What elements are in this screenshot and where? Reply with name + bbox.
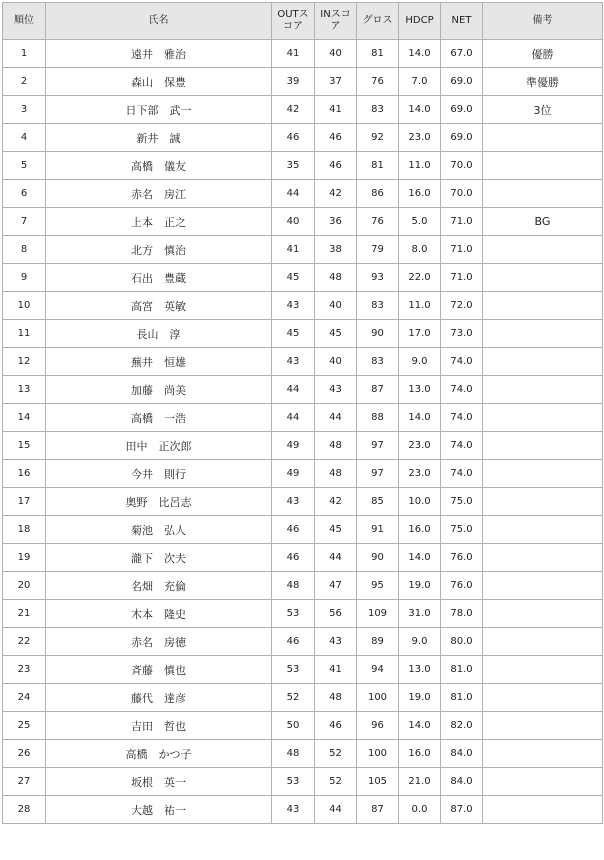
- note-cell: 準優勝: [483, 68, 603, 96]
- net-cell: 74.0: [441, 460, 483, 488]
- in-score-cell: 48: [315, 432, 357, 460]
- gross-cell: 93: [357, 264, 399, 292]
- table-row: [3, 348, 603, 376]
- out-score-cell: 43: [272, 348, 315, 376]
- out-score-cell: 52: [272, 684, 315, 712]
- in-score-cell: 48: [315, 684, 357, 712]
- out-score-cell: 35: [272, 152, 315, 180]
- hdcp-cell: 16.0: [399, 516, 441, 544]
- out-score-cell: 53: [272, 600, 315, 628]
- in-score-cell: 42: [315, 488, 357, 516]
- hdcp-cell: 14.0: [399, 40, 441, 68]
- note-cell: [483, 236, 603, 264]
- table-row: [3, 236, 603, 264]
- gross-cell: 96: [357, 712, 399, 740]
- in-score-cell: 37: [315, 68, 357, 96]
- in-score-cell: 41: [315, 96, 357, 124]
- rank-cell: 8: [3, 236, 46, 264]
- gross-cell: 83: [357, 292, 399, 320]
- out-score-cell: 46: [272, 124, 315, 152]
- gross-cell: 90: [357, 544, 399, 572]
- note-cell: [483, 180, 603, 208]
- gross-cell: 85: [357, 488, 399, 516]
- note-cell: [483, 292, 603, 320]
- rank-cell: 28: [3, 796, 46, 824]
- header-in: INスコア: [315, 3, 357, 40]
- in-score-cell: 52: [315, 768, 357, 796]
- note-cell: [483, 488, 603, 516]
- gross-cell: 86: [357, 180, 399, 208]
- table-row: [3, 684, 603, 712]
- table-row: [3, 40, 603, 68]
- in-score-cell: 56: [315, 600, 357, 628]
- name-cell: 高橋 儀友: [46, 152, 272, 180]
- table-row: [3, 572, 603, 600]
- name-cell: 赤名 房江: [46, 180, 272, 208]
- header-hdcp: HDCP: [399, 3, 441, 40]
- hdcp-cell: 23.0: [399, 460, 441, 488]
- net-cell: 75.0: [441, 516, 483, 544]
- out-score-cell: 44: [272, 376, 315, 404]
- rank-cell: 10: [3, 292, 46, 320]
- name-cell: 森山 保豊: [46, 68, 272, 96]
- in-score-cell: 42: [315, 180, 357, 208]
- rank-cell: 18: [3, 516, 46, 544]
- note-cell: [483, 348, 603, 376]
- hdcp-cell: 16.0: [399, 740, 441, 768]
- gross-cell: 83: [357, 348, 399, 376]
- out-score-cell: 53: [272, 656, 315, 684]
- hdcp-cell: 19.0: [399, 684, 441, 712]
- out-score-cell: 46: [272, 516, 315, 544]
- in-score-cell: 43: [315, 628, 357, 656]
- in-score-cell: 45: [315, 516, 357, 544]
- table-row: [3, 796, 603, 824]
- name-cell: 高宮 英敏: [46, 292, 272, 320]
- table-row: [3, 124, 603, 152]
- rank-cell: 27: [3, 768, 46, 796]
- net-cell: 74.0: [441, 348, 483, 376]
- in-score-cell: 40: [315, 40, 357, 68]
- table-row: [3, 460, 603, 488]
- hdcp-cell: 0.0: [399, 796, 441, 824]
- hdcp-cell: 8.0: [399, 236, 441, 264]
- in-score-cell: 41: [315, 656, 357, 684]
- gross-cell: 94: [357, 656, 399, 684]
- gross-cell: 79: [357, 236, 399, 264]
- in-score-cell: 38: [315, 236, 357, 264]
- in-score-cell: 52: [315, 740, 357, 768]
- table-row: [3, 320, 603, 348]
- net-cell: 75.0: [441, 488, 483, 516]
- hdcp-cell: 23.0: [399, 432, 441, 460]
- net-cell: 81.0: [441, 656, 483, 684]
- rank-cell: 16: [3, 460, 46, 488]
- name-cell: 名畑 充倫: [46, 572, 272, 600]
- table-row: [3, 180, 603, 208]
- name-cell: 高橋 かつ子: [46, 740, 272, 768]
- net-cell: 69.0: [441, 96, 483, 124]
- name-cell: 奥野 比呂志: [46, 488, 272, 516]
- net-cell: 87.0: [441, 796, 483, 824]
- rank-cell: 17: [3, 488, 46, 516]
- net-cell: 71.0: [441, 208, 483, 236]
- gross-cell: 81: [357, 40, 399, 68]
- gross-cell: 88: [357, 404, 399, 432]
- name-cell: 今井 則行: [46, 460, 272, 488]
- out-score-cell: 43: [272, 292, 315, 320]
- hdcp-cell: 14.0: [399, 544, 441, 572]
- header-net: NET: [441, 3, 483, 40]
- note-cell: [483, 740, 603, 768]
- net-cell: 70.0: [441, 152, 483, 180]
- name-cell: 赤名 房徳: [46, 628, 272, 656]
- net-cell: 82.0: [441, 712, 483, 740]
- hdcp-cell: 13.0: [399, 656, 441, 684]
- out-score-cell: 46: [272, 544, 315, 572]
- in-score-cell: 44: [315, 796, 357, 824]
- net-cell: 78.0: [441, 600, 483, 628]
- note-cell: [483, 516, 603, 544]
- gross-cell: 105: [357, 768, 399, 796]
- rank-cell: 5: [3, 152, 46, 180]
- rank-cell: 19: [3, 544, 46, 572]
- name-cell: 藤代 達彦: [46, 684, 272, 712]
- net-cell: 70.0: [441, 180, 483, 208]
- table-row: [3, 264, 603, 292]
- table-row: [3, 544, 603, 572]
- gross-cell: 87: [357, 796, 399, 824]
- name-cell: 新井 誠: [46, 124, 272, 152]
- table-row: [3, 600, 603, 628]
- header-note: 備考: [483, 3, 603, 40]
- net-cell: 84.0: [441, 768, 483, 796]
- out-score-cell: 40: [272, 208, 315, 236]
- name-cell: 加藤 尚美: [46, 376, 272, 404]
- table-row: [3, 292, 603, 320]
- net-cell: 74.0: [441, 404, 483, 432]
- rank-cell: 9: [3, 264, 46, 292]
- table-row: [3, 712, 603, 740]
- name-cell: 坂根 英一: [46, 768, 272, 796]
- results-table: [2, 2, 603, 824]
- in-score-cell: 40: [315, 292, 357, 320]
- rank-cell: 11: [3, 320, 46, 348]
- rank-cell: 22: [3, 628, 46, 656]
- net-cell: 71.0: [441, 264, 483, 292]
- net-cell: 74.0: [441, 432, 483, 460]
- in-score-cell: 36: [315, 208, 357, 236]
- gross-cell: 97: [357, 460, 399, 488]
- net-cell: 69.0: [441, 124, 483, 152]
- gross-cell: 92: [357, 124, 399, 152]
- note-cell: [483, 768, 603, 796]
- name-cell: 菊池 弘人: [46, 516, 272, 544]
- net-cell: 71.0: [441, 236, 483, 264]
- hdcp-cell: 9.0: [399, 348, 441, 376]
- out-score-cell: 39: [272, 68, 315, 96]
- gross-cell: 87: [357, 376, 399, 404]
- gross-cell: 83: [357, 96, 399, 124]
- hdcp-cell: 5.0: [399, 208, 441, 236]
- out-score-cell: 44: [272, 404, 315, 432]
- table-row: [3, 376, 603, 404]
- hdcp-cell: 17.0: [399, 320, 441, 348]
- in-score-cell: 46: [315, 124, 357, 152]
- hdcp-cell: 21.0: [399, 768, 441, 796]
- note-cell: BG: [483, 208, 603, 236]
- rank-cell: 25: [3, 712, 46, 740]
- out-score-cell: 48: [272, 740, 315, 768]
- rank-cell: 6: [3, 180, 46, 208]
- rank-cell: 7: [3, 208, 46, 236]
- rank-cell: 1: [3, 40, 46, 68]
- table-row: [3, 740, 603, 768]
- header-out: OUTスコア: [272, 3, 315, 40]
- net-cell: 67.0: [441, 40, 483, 68]
- note-cell: [483, 600, 603, 628]
- hdcp-cell: 22.0: [399, 264, 441, 292]
- net-cell: 84.0: [441, 740, 483, 768]
- name-cell: 斉藤 慎也: [46, 656, 272, 684]
- hdcp-cell: 14.0: [399, 404, 441, 432]
- out-score-cell: 41: [272, 40, 315, 68]
- rank-cell: 3: [3, 96, 46, 124]
- name-cell: 長山 淳: [46, 320, 272, 348]
- rank-cell: 2: [3, 68, 46, 96]
- note-cell: [483, 684, 603, 712]
- name-cell: 上本 正之: [46, 208, 272, 236]
- gross-cell: 89: [357, 628, 399, 656]
- rank-cell: 13: [3, 376, 46, 404]
- table-row: [3, 656, 603, 684]
- net-cell: 81.0: [441, 684, 483, 712]
- rank-cell: 26: [3, 740, 46, 768]
- table-row: [3, 96, 603, 124]
- note-cell: [483, 404, 603, 432]
- name-cell: 瀧下 次夫: [46, 544, 272, 572]
- table-row: [3, 432, 603, 460]
- note-cell: [483, 544, 603, 572]
- hdcp-cell: 10.0: [399, 488, 441, 516]
- note-cell: [483, 460, 603, 488]
- hdcp-cell: 23.0: [399, 124, 441, 152]
- gross-cell: 90: [357, 320, 399, 348]
- net-cell: 73.0: [441, 320, 483, 348]
- note-cell: [483, 572, 603, 600]
- name-cell: 木本 隆史: [46, 600, 272, 628]
- hdcp-cell: 14.0: [399, 96, 441, 124]
- in-score-cell: 44: [315, 404, 357, 432]
- hdcp-cell: 7.0: [399, 68, 441, 96]
- out-score-cell: 50: [272, 712, 315, 740]
- in-score-cell: 46: [315, 152, 357, 180]
- note-cell: 3位: [483, 96, 603, 124]
- gross-cell: 91: [357, 516, 399, 544]
- name-cell: 日下部 武一: [46, 96, 272, 124]
- out-score-cell: 41: [272, 236, 315, 264]
- hdcp-cell: 9.0: [399, 628, 441, 656]
- out-score-cell: 45: [272, 264, 315, 292]
- gross-cell: 100: [357, 740, 399, 768]
- table-row: [3, 152, 603, 180]
- note-cell: [483, 712, 603, 740]
- in-score-cell: 45: [315, 320, 357, 348]
- table-row: [3, 68, 603, 96]
- out-score-cell: 45: [272, 320, 315, 348]
- name-cell: 大越 祐一: [46, 796, 272, 824]
- hdcp-cell: 16.0: [399, 180, 441, 208]
- note-cell: [483, 432, 603, 460]
- table-row: [3, 768, 603, 796]
- gross-cell: 76: [357, 68, 399, 96]
- out-score-cell: 43: [272, 488, 315, 516]
- note-cell: [483, 376, 603, 404]
- hdcp-cell: 19.0: [399, 572, 441, 600]
- rank-cell: 12: [3, 348, 46, 376]
- in-score-cell: 40: [315, 348, 357, 376]
- rank-cell: 23: [3, 656, 46, 684]
- gross-cell: 95: [357, 572, 399, 600]
- table-row: [3, 516, 603, 544]
- note-cell: [483, 124, 603, 152]
- header-row: [3, 3, 603, 40]
- table-row: [3, 208, 603, 236]
- note-cell: [483, 152, 603, 180]
- net-cell: 76.0: [441, 544, 483, 572]
- gross-cell: 81: [357, 152, 399, 180]
- gross-cell: 97: [357, 432, 399, 460]
- rank-cell: 24: [3, 684, 46, 712]
- name-cell: 石出 豊蔵: [46, 264, 272, 292]
- in-score-cell: 44: [315, 544, 357, 572]
- out-score-cell: 48: [272, 572, 315, 600]
- net-cell: 74.0: [441, 376, 483, 404]
- hdcp-cell: 13.0: [399, 376, 441, 404]
- gross-cell: 76: [357, 208, 399, 236]
- in-score-cell: 48: [315, 264, 357, 292]
- note-cell: 優勝: [483, 40, 603, 68]
- in-score-cell: 43: [315, 376, 357, 404]
- net-cell: 72.0: [441, 292, 483, 320]
- note-cell: [483, 320, 603, 348]
- out-score-cell: 49: [272, 460, 315, 488]
- out-score-cell: 53: [272, 768, 315, 796]
- hdcp-cell: 14.0: [399, 712, 441, 740]
- out-score-cell: 43: [272, 796, 315, 824]
- gross-cell: 109: [357, 600, 399, 628]
- out-score-cell: 49: [272, 432, 315, 460]
- header-rank: 順位: [3, 3, 46, 40]
- rank-cell: 21: [3, 600, 46, 628]
- net-cell: 69.0: [441, 68, 483, 96]
- table-row: [3, 488, 603, 516]
- rank-cell: 4: [3, 124, 46, 152]
- net-cell: 80.0: [441, 628, 483, 656]
- out-score-cell: 42: [272, 96, 315, 124]
- name-cell: 北方 慎治: [46, 236, 272, 264]
- note-cell: [483, 656, 603, 684]
- name-cell: 吉田 哲也: [46, 712, 272, 740]
- in-score-cell: 47: [315, 572, 357, 600]
- gross-cell: 100: [357, 684, 399, 712]
- in-score-cell: 48: [315, 460, 357, 488]
- name-cell: 蕪井 恒雄: [46, 348, 272, 376]
- rank-cell: 14: [3, 404, 46, 432]
- note-cell: [483, 264, 603, 292]
- results-body: [3, 40, 603, 824]
- table-row: [3, 404, 603, 432]
- hdcp-cell: 11.0: [399, 292, 441, 320]
- header-name: 氏名: [46, 3, 272, 40]
- name-cell: 田中 正次郎: [46, 432, 272, 460]
- hdcp-cell: 11.0: [399, 152, 441, 180]
- hdcp-cell: 31.0: [399, 600, 441, 628]
- note-cell: [483, 628, 603, 656]
- name-cell: 高橋 一浩: [46, 404, 272, 432]
- header-gross: グロス: [357, 3, 399, 40]
- name-cell: 遠井 雅治: [46, 40, 272, 68]
- in-score-cell: 46: [315, 712, 357, 740]
- out-score-cell: 44: [272, 180, 315, 208]
- net-cell: 76.0: [441, 572, 483, 600]
- rank-cell: 20: [3, 572, 46, 600]
- table-row: [3, 628, 603, 656]
- rank-cell: 15: [3, 432, 46, 460]
- note-cell: [483, 796, 603, 824]
- out-score-cell: 46: [272, 628, 315, 656]
